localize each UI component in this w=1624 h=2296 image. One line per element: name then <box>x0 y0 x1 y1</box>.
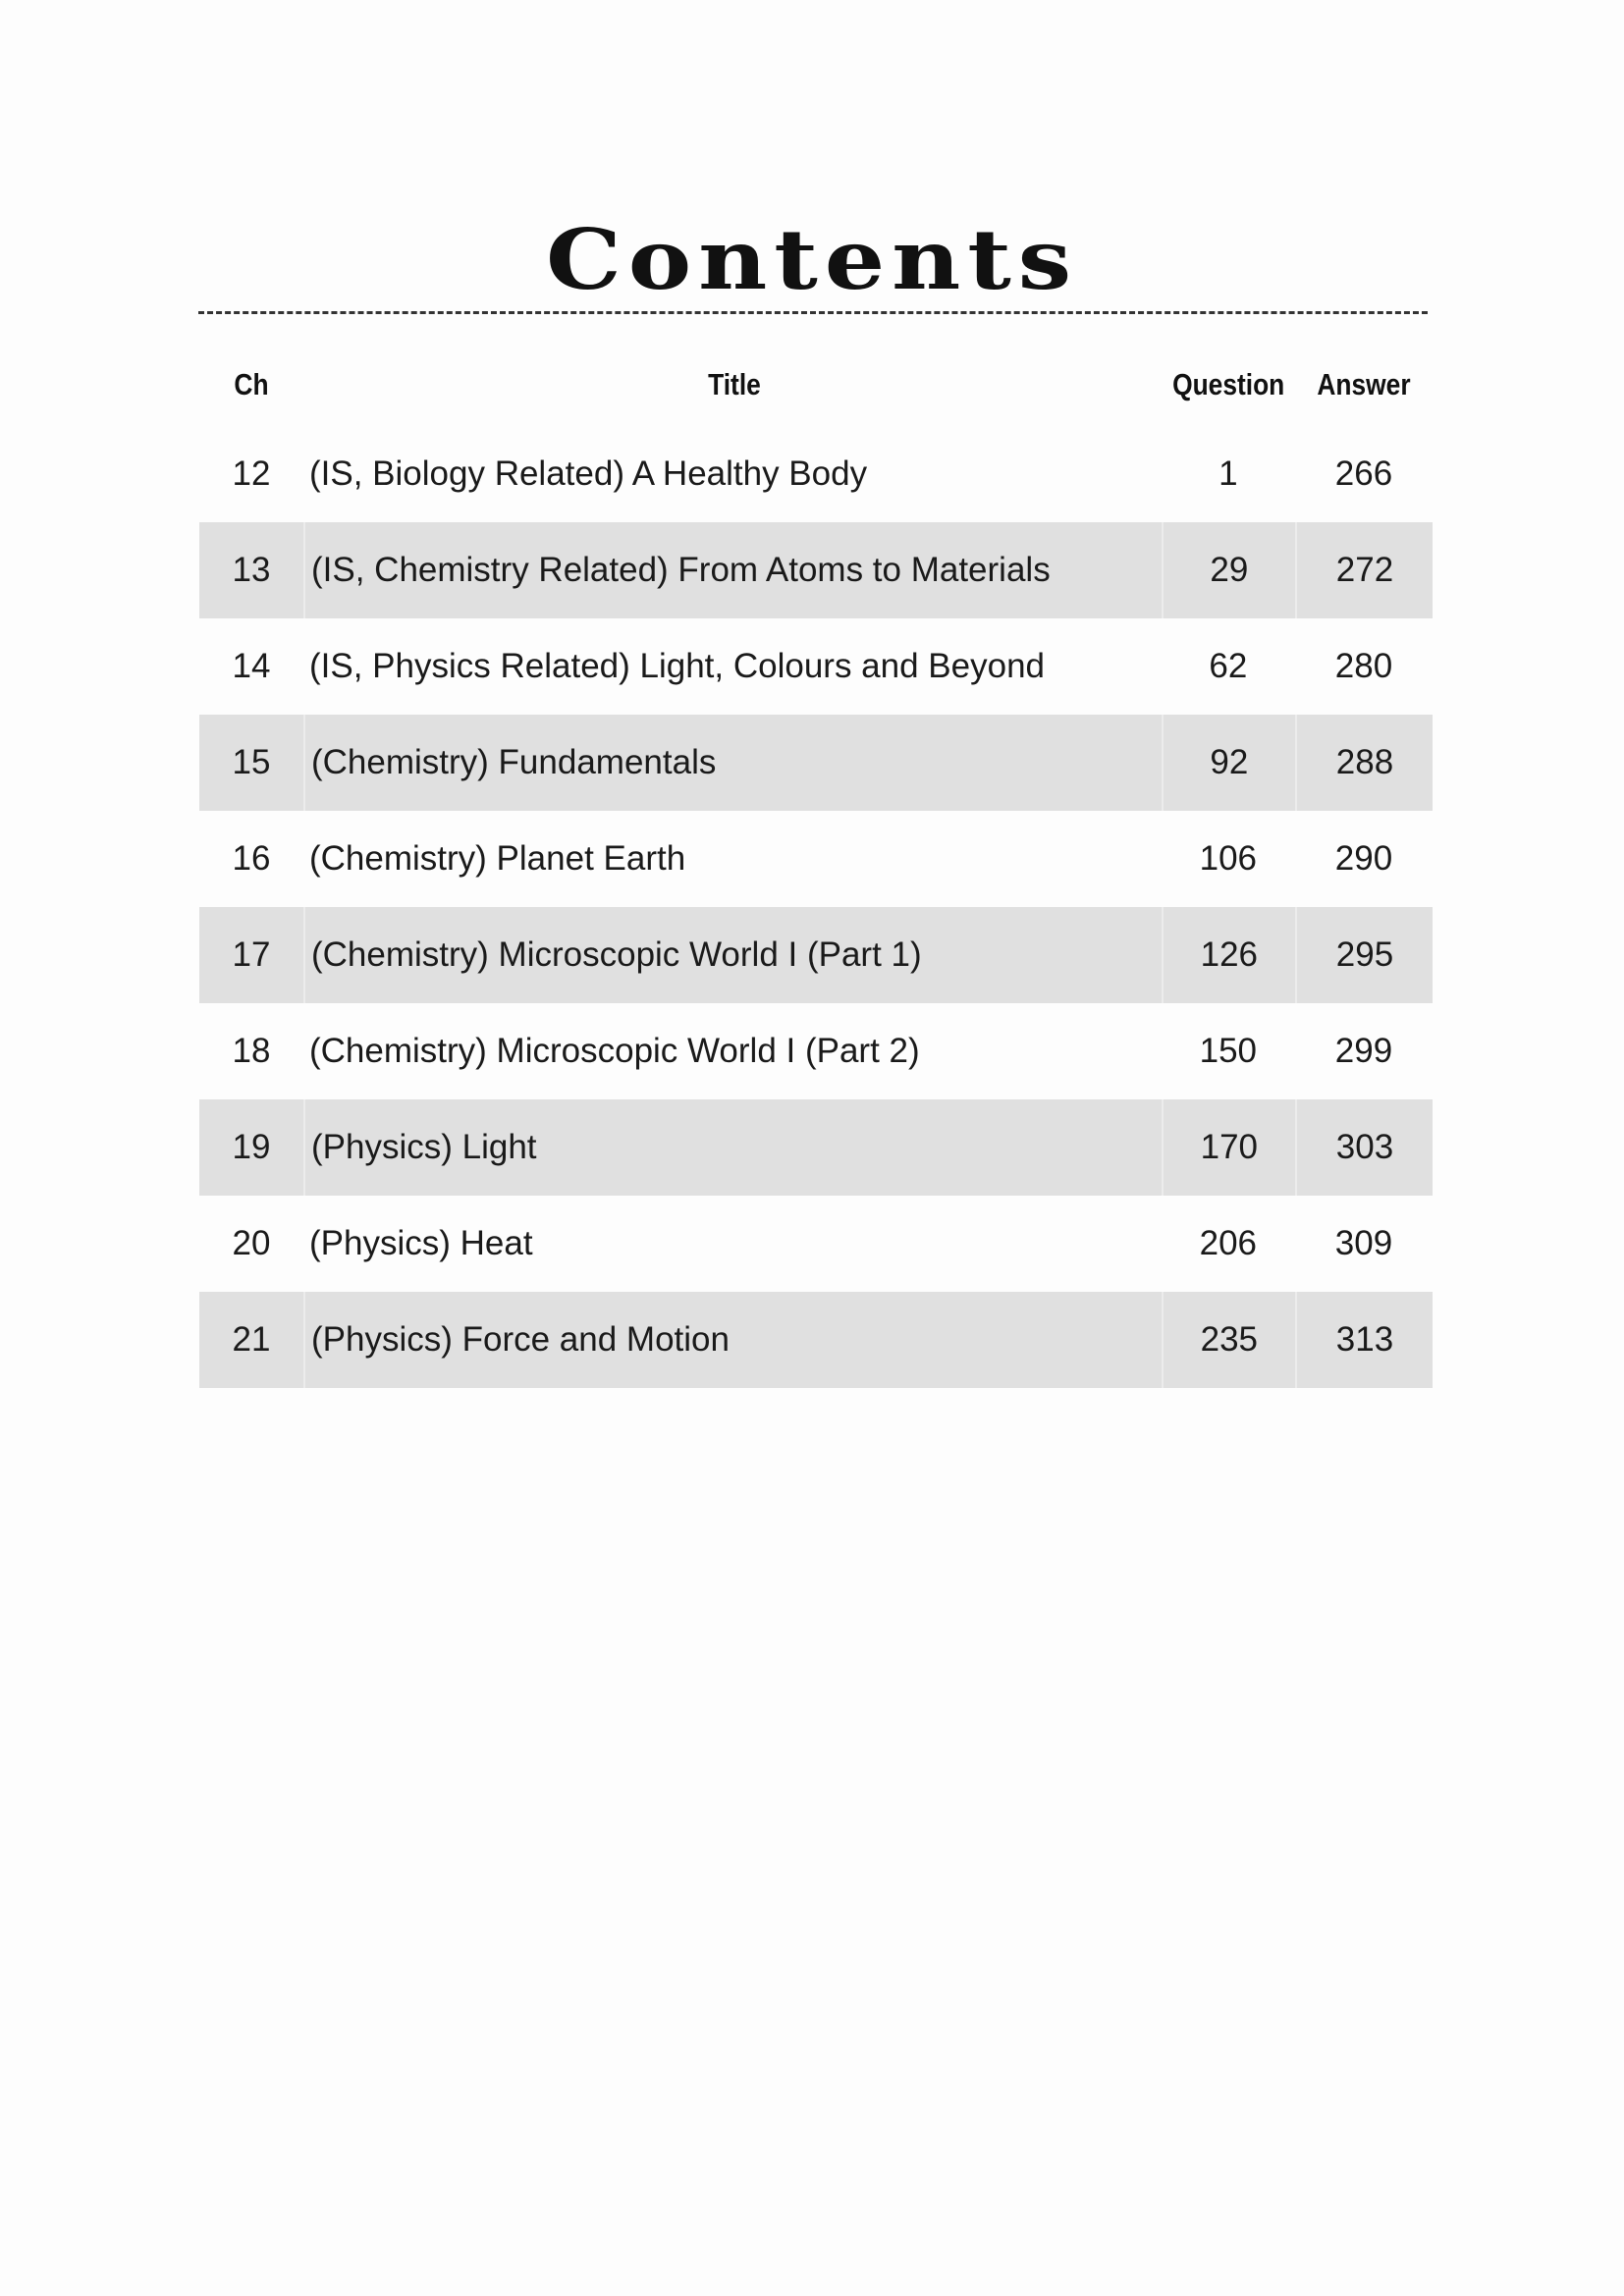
chapter-title: (Chemistry) Fundamentals <box>303 715 1162 811</box>
chapter-title: (Chemistry) Planet Earth <box>309 839 686 878</box>
question-page: 106 <box>1199 839 1258 878</box>
chapter-number: 17 <box>199 907 303 1003</box>
question-page: 150 <box>1199 1032 1258 1070</box>
header-title: Title <box>708 367 761 401</box>
header-answer: Answer <box>1317 367 1411 401</box>
answer-page: 280 <box>1334 647 1393 685</box>
chapter-title: (IS, Chemistry Related) From Atoms to Materials <box>303 522 1162 618</box>
answer-page: 309 <box>1334 1224 1393 1262</box>
answer-page: 295 <box>1295 907 1433 1003</box>
table-row <box>199 1003 1433 1099</box>
chapter-number: 18 <box>232 1032 271 1070</box>
answer-page: 288 <box>1295 715 1433 811</box>
chapter-number: 20 <box>232 1224 271 1262</box>
question-page: 1 <box>1218 454 1238 493</box>
table-row <box>199 1292 1433 1388</box>
chapter-title: (IS, Biology Related) A Healthy Body <box>309 454 868 493</box>
chapter-number: 16 <box>232 839 271 878</box>
chapter-title: (Physics) Force and Motion <box>303 1292 1162 1388</box>
table-row <box>199 907 1433 1003</box>
answer-page: 313 <box>1295 1292 1433 1388</box>
header-ch: Ch <box>234 367 269 401</box>
question-page: 170 <box>1162 1099 1295 1196</box>
answer-page: 272 <box>1295 522 1433 618</box>
chapter-number: 15 <box>199 715 303 811</box>
chapter-number: 19 <box>199 1099 303 1196</box>
question-page: 235 <box>1162 1292 1295 1388</box>
chapter-number: 12 <box>232 454 271 493</box>
chapter-number: 14 <box>232 647 271 685</box>
question-page: 92 <box>1162 715 1295 811</box>
question-page: 29 <box>1162 522 1295 618</box>
answer-page: 303 <box>1295 1099 1433 1196</box>
question-page: 62 <box>1209 647 1248 685</box>
answer-page: 299 <box>1334 1032 1393 1070</box>
question-page: 126 <box>1162 907 1295 1003</box>
table-row <box>199 811 1433 907</box>
chapter-title: (Chemistry) Microscopic World I (Part 1) <box>303 907 1162 1003</box>
page-title: Contents <box>545 211 1079 308</box>
chapter-title: (IS, Physics Related) Light, Colours and Beyond <box>309 647 1045 685</box>
table-row <box>199 715 1433 811</box>
header-question: Question <box>1171 367 1284 401</box>
table-row <box>199 618 1433 715</box>
chapter-number: 21 <box>199 1292 303 1388</box>
contents-table <box>199 344 1433 1388</box>
question-page: 206 <box>1199 1224 1258 1262</box>
chapter-number: 13 <box>199 522 303 618</box>
chapter-title: (Physics) Light <box>303 1099 1162 1196</box>
table-row <box>199 426 1433 522</box>
table-row <box>199 1196 1433 1292</box>
dashed-divider <box>198 311 1428 314</box>
answer-page: 266 <box>1334 454 1393 493</box>
table-row <box>199 522 1433 618</box>
chapter-title: (Physics) Heat <box>309 1224 533 1262</box>
answer-page: 290 <box>1334 839 1393 878</box>
table-row <box>199 1099 1433 1196</box>
chapter-title: (Chemistry) Microscopic World I (Part 2) <box>309 1032 920 1070</box>
header-row <box>199 344 1433 426</box>
